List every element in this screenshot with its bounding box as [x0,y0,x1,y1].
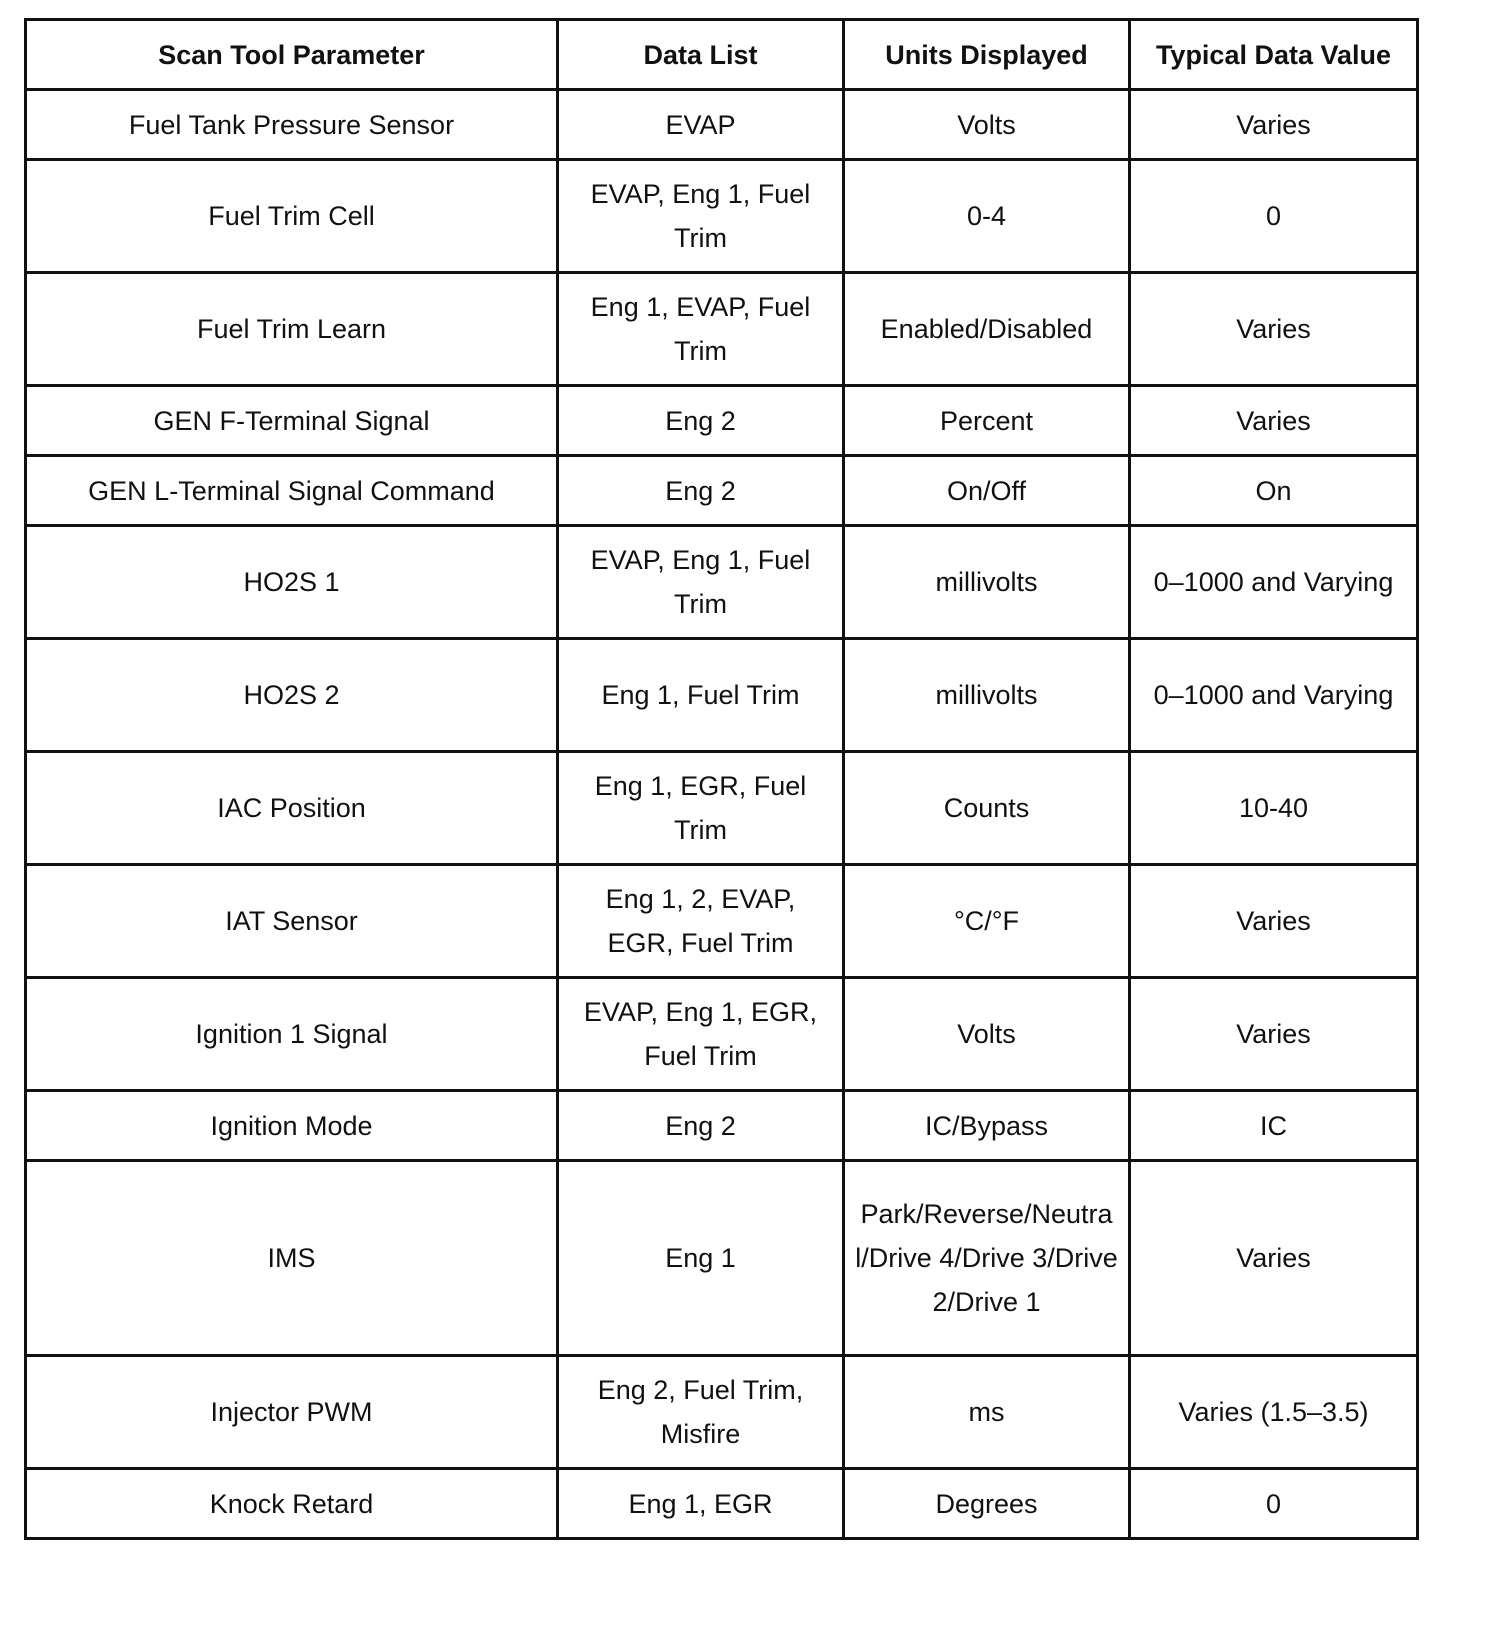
cell-units: millivolts [844,526,1130,639]
parameter-table-container [24,18,1419,1540]
table-row [26,526,1418,639]
cell-parameter: Fuel Tank Pressure Sensor [26,90,558,160]
header-scan-tool-parameter: Scan Tool Parameter [26,20,558,90]
table-row [26,456,1418,526]
cell-data-list: EVAP, Eng 1, Fuel Trim [558,526,844,639]
cell-parameter: HO2S 1 [26,526,558,639]
cell-data-list: Eng 1, 2, EVAP, EGR, Fuel Trim [558,865,844,978]
cell-typical-value: Varies [1130,1161,1418,1356]
cell-typical-value: Varies [1130,386,1418,456]
cell-units: Enabled/Disabled [844,273,1130,386]
cell-parameter: IMS [26,1161,558,1356]
cell-typical-value: 0–1000 and Varying [1130,526,1418,639]
cell-units: ms [844,1356,1130,1469]
cell-data-list: EVAP, Eng 1, EGR, Fuel Trim [558,978,844,1091]
cell-units-text: Park/Reverse/Neutral/Drive 4/Drive 3/Drive 2/Drive 1 [855,1199,1118,1317]
table-row [26,978,1418,1091]
cell-units: Percent [844,386,1130,456]
cell-data-list: Eng 1, EGR, Fuel Trim [558,752,844,865]
cell-parameter: GEN L-Terminal Signal Command [26,456,558,526]
cell-parameter: Fuel Trim Cell [26,160,558,273]
cell-data-list: EVAP, Eng 1, Fuel Trim [558,160,844,273]
cell-units: Volts [844,978,1130,1091]
table-header-row [26,20,1418,90]
cell-data-list: Eng 1, EGR [558,1469,844,1539]
cell-data-list: Eng 2 [558,386,844,456]
header-units-displayed: Units Displayed [844,20,1130,90]
cell-units: IC/Bypass [844,1091,1130,1161]
cell-parameter: Fuel Trim Learn [26,273,558,386]
cell-typical-value: 0–1000 and Varying [1130,639,1418,752]
header-data-list: Data List [558,20,844,90]
table-row [26,160,1418,273]
cell-parameter: Knock Retard [26,1469,558,1539]
table-row [26,1356,1418,1469]
cell-parameter: HO2S 2 [26,639,558,752]
cell-parameter: Injector PWM [26,1356,558,1469]
cell-typical-value: 0 [1130,160,1418,273]
cell-parameter: IAT Sensor [26,865,558,978]
cell-typical-value: 10-40 [1130,752,1418,865]
cell-units: On/Off [844,456,1130,526]
cell-units: °C/°F [844,865,1130,978]
table-row [26,1091,1418,1161]
cell-units: Degrees [844,1469,1130,1539]
cell-units: Volts [844,90,1130,160]
cell-data-list: Eng 2, Fuel Trim, Misfire [558,1356,844,1469]
table-row [26,386,1418,456]
cell-data-list: EVAP [558,90,844,160]
cell-typical-value: Varies [1130,90,1418,160]
cell-units: millivolts [844,639,1130,752]
table-row [26,752,1418,865]
scan-tool-data-table [24,18,1419,1540]
cell-data-list: Eng 2 [558,456,844,526]
cell-parameter: GEN F-Terminal Signal [26,386,558,456]
cell-data-list: Eng 2 [558,1091,844,1161]
cell-typical-value: IC [1130,1091,1418,1161]
table-row [26,865,1418,978]
cell-parameter: Ignition 1 Signal [26,978,558,1091]
table-row [26,1469,1418,1539]
cell-typical-value: Varies [1130,978,1418,1091]
cell-units [844,1161,1130,1356]
cell-data-list: Eng 1, EVAP, Fuel Trim [558,273,844,386]
cell-typical-value: Varies [1130,273,1418,386]
cell-data-list: Eng 1 [558,1161,844,1356]
table-row [26,639,1418,752]
cell-typical-value: Varies [1130,865,1418,978]
cell-units: Counts [844,752,1130,865]
cell-typical-value: On [1130,456,1418,526]
cell-parameter: Ignition Mode [26,1091,558,1161]
table-row [26,90,1418,160]
cell-typical-value: Varies (1.5–3.5) [1130,1356,1418,1469]
cell-units: 0-4 [844,160,1130,273]
cell-parameter: IAC Position [26,752,558,865]
cell-data-list: Eng 1, Fuel Trim [558,639,844,752]
table-row [26,273,1418,386]
table-row [26,1161,1418,1356]
header-typical-data-value: Typical Data Value [1130,20,1418,90]
cell-typical-value: 0 [1130,1469,1418,1539]
